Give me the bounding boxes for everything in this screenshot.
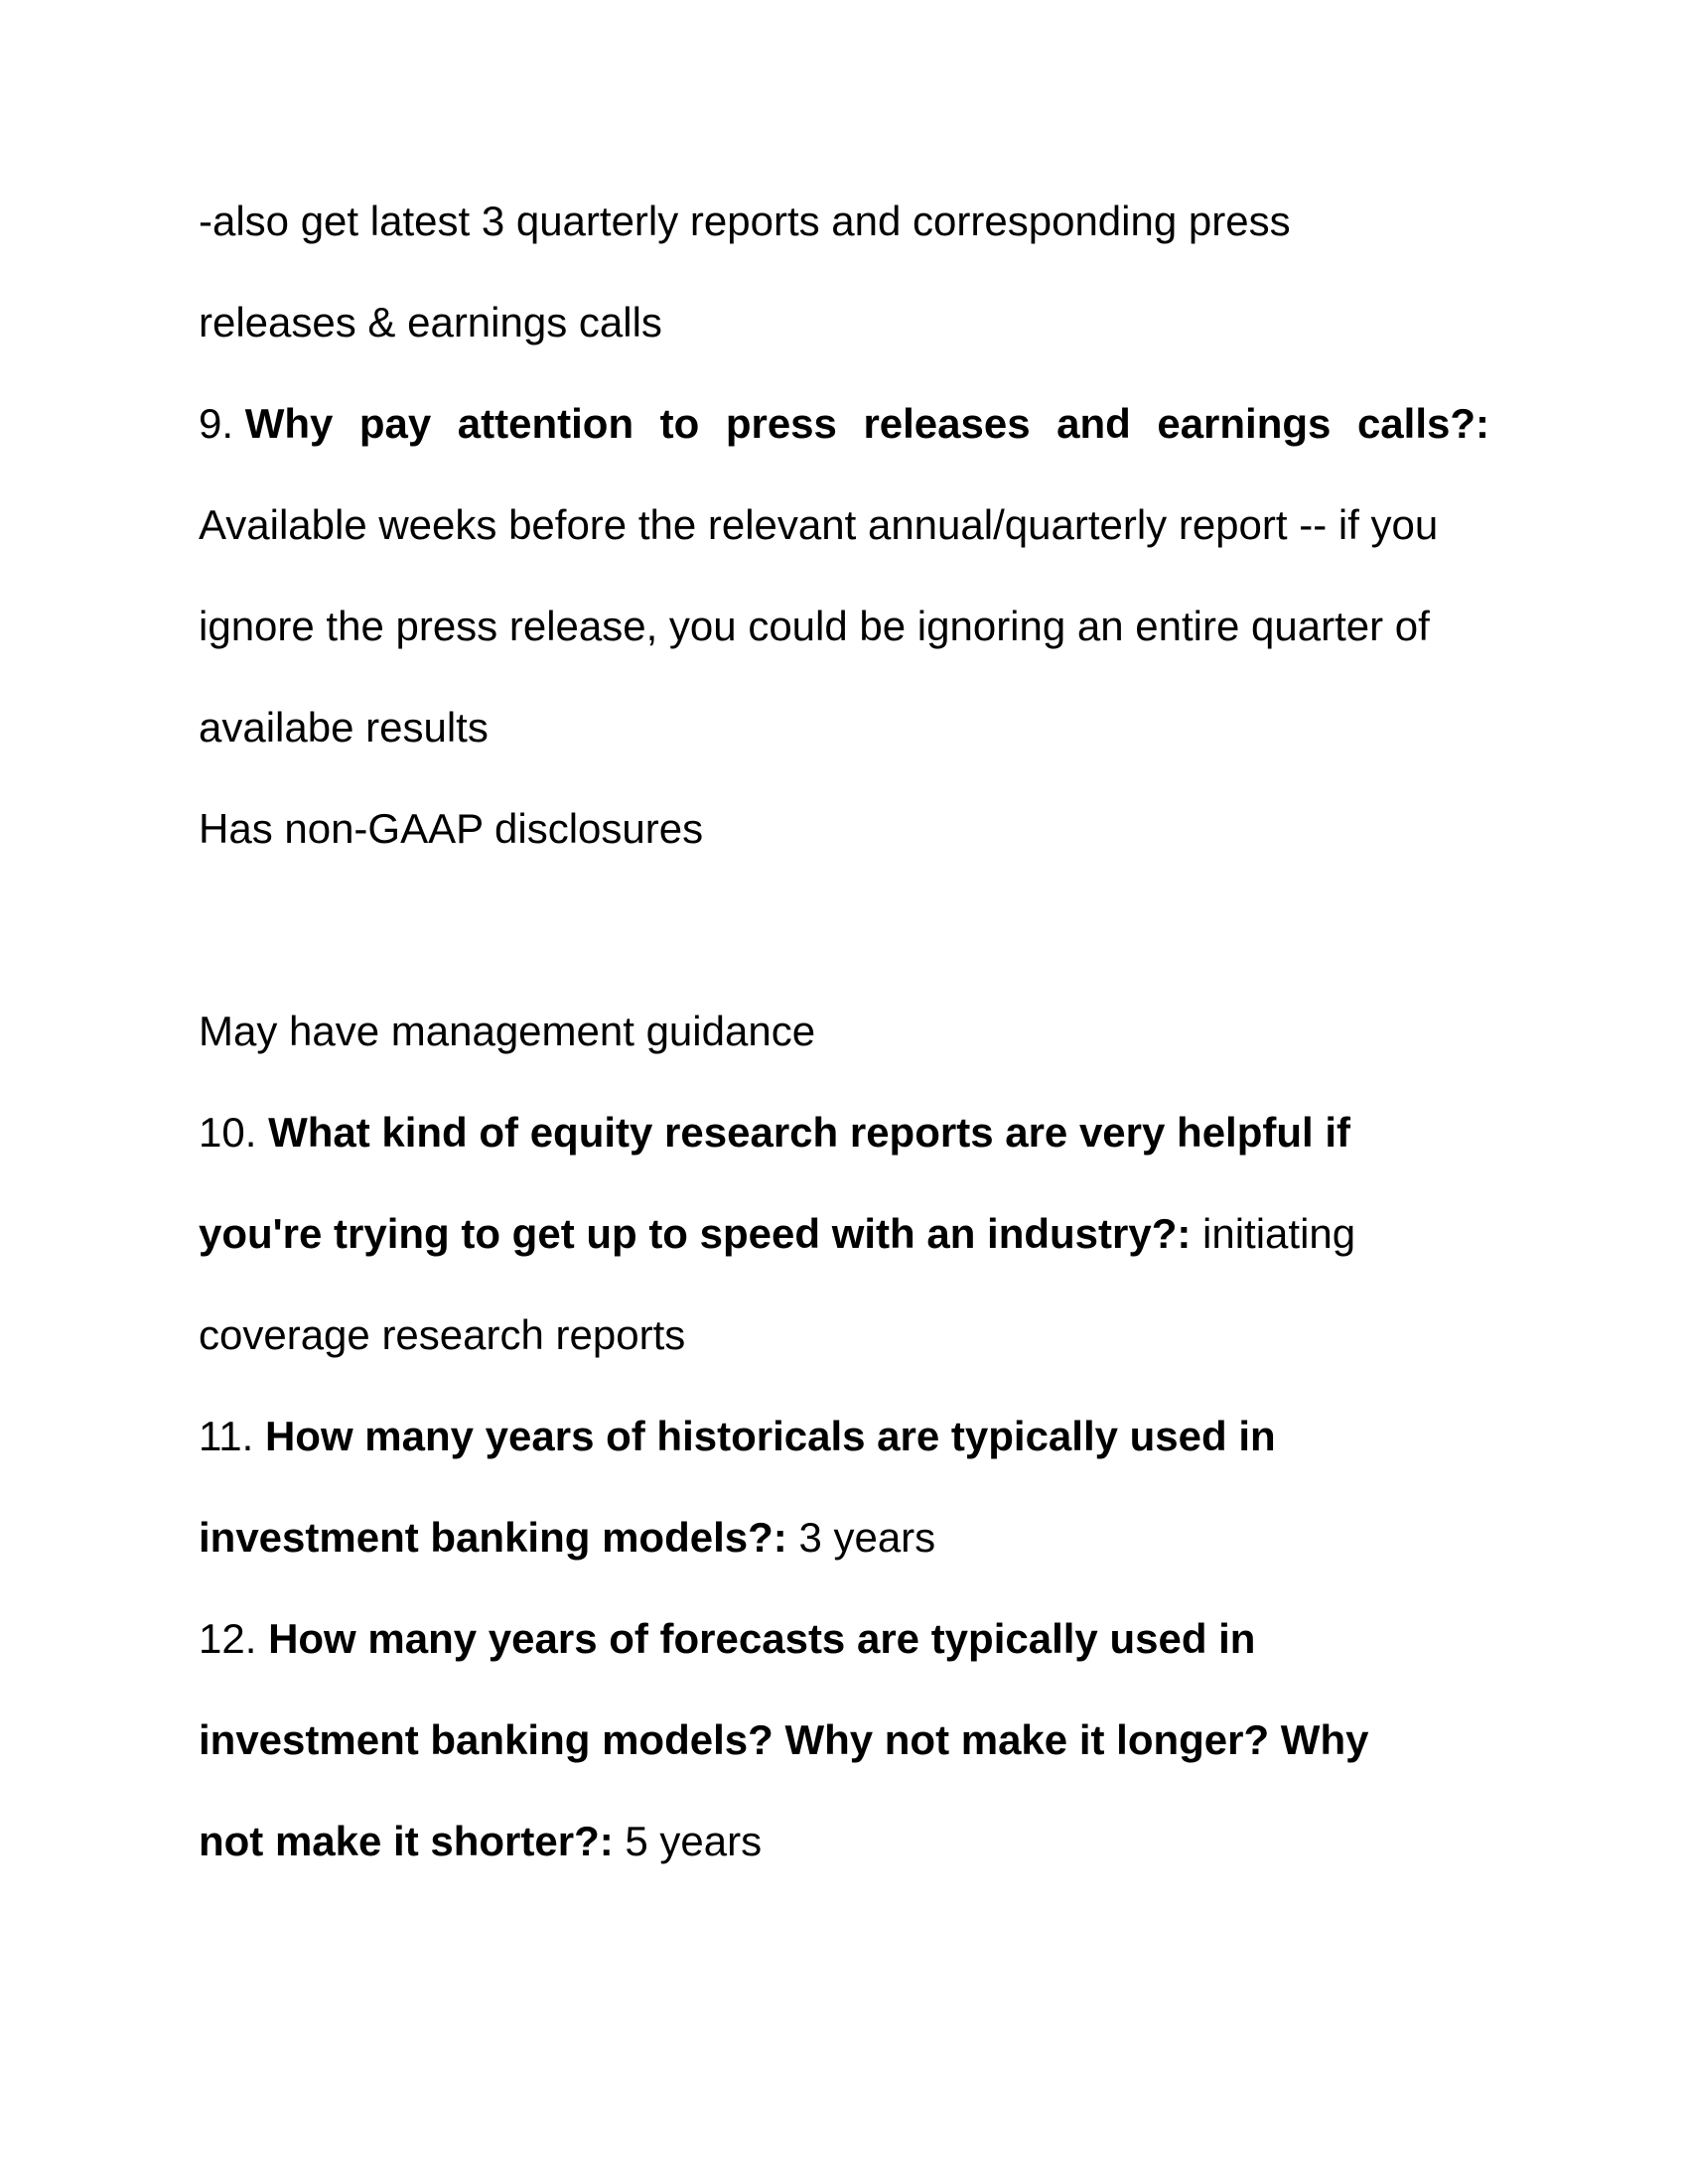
text-line	[199, 298, 1489, 399]
answer-9-line	[199, 602, 1489, 703]
answer-9-line	[199, 804, 1489, 1007]
question-number: 9.	[199, 400, 234, 447]
question-word: calls?:	[1356, 400, 1489, 447]
question-11-line-2	[199, 1513, 1489, 1614]
question-11	[199, 1412, 1489, 1513]
note-text: releases & earnings calls	[199, 299, 662, 345]
answer-9-line	[199, 1007, 1489, 1108]
question-text: How many years of historicals are typically used in	[264, 1413, 1276, 1459]
answer-text: ignore the press release, you could be ignoring an entire quarter of	[199, 603, 1430, 649]
question-9	[199, 399, 1489, 500]
answer-text: availabe results	[199, 704, 489, 751]
question-word: pay	[358, 400, 432, 447]
question-12-line-2	[199, 1715, 1489, 1817]
question-12-line-3	[199, 1817, 1489, 1918]
question-12	[199, 1614, 1489, 1715]
answer-text: Has non-GAAP disclosures	[199, 805, 704, 852]
question-10	[199, 1108, 1489, 1209]
answer-10-line	[199, 1310, 1489, 1412]
question-word: and	[1056, 400, 1131, 447]
question-number: 11.	[199, 1413, 254, 1459]
note-text: -also get latest 3 quarterly reports and corresponding press	[199, 198, 1291, 244]
question-text: not make it shorter?:	[199, 1818, 614, 1864]
question-word: Why	[244, 400, 334, 447]
answer-9-line	[199, 703, 1489, 804]
question-text: How many years of forecasts are typically used in	[268, 1615, 1256, 1662]
question-word: earnings	[1157, 400, 1332, 447]
answer-text: 3 years	[798, 1514, 936, 1561]
question-text: What kind of equity research reports are very helpful if	[268, 1109, 1351, 1156]
question-10-line-2	[199, 1209, 1489, 1310]
question-number: 12.	[199, 1615, 257, 1662]
answer-text: coverage research reports	[199, 1311, 686, 1358]
answer-text: 5 years	[625, 1818, 763, 1864]
answer-text: Available weeks before the relevant annual/quarterly report -- if you	[199, 501, 1439, 548]
question-word: to	[659, 400, 700, 447]
question-word: attention	[457, 400, 634, 447]
question-word: releases	[863, 400, 1031, 447]
question-text: investment banking models? Why not make it longer? Why	[199, 1716, 1369, 1763]
question-number: 10.	[199, 1109, 257, 1156]
question-text: investment banking models?:	[199, 1514, 787, 1561]
text-line	[199, 197, 1489, 298]
question-word: press	[725, 400, 837, 447]
answer-text: May have management guidance	[199, 1008, 816, 1054]
document-body	[199, 197, 1489, 1918]
question-9-number-and-first-word	[199, 399, 333, 500]
answer-9-line	[199, 500, 1489, 602]
answer-text: initiating	[1202, 1210, 1356, 1257]
question-text: you're trying to get up to speed with an industry?:	[199, 1210, 1192, 1257]
